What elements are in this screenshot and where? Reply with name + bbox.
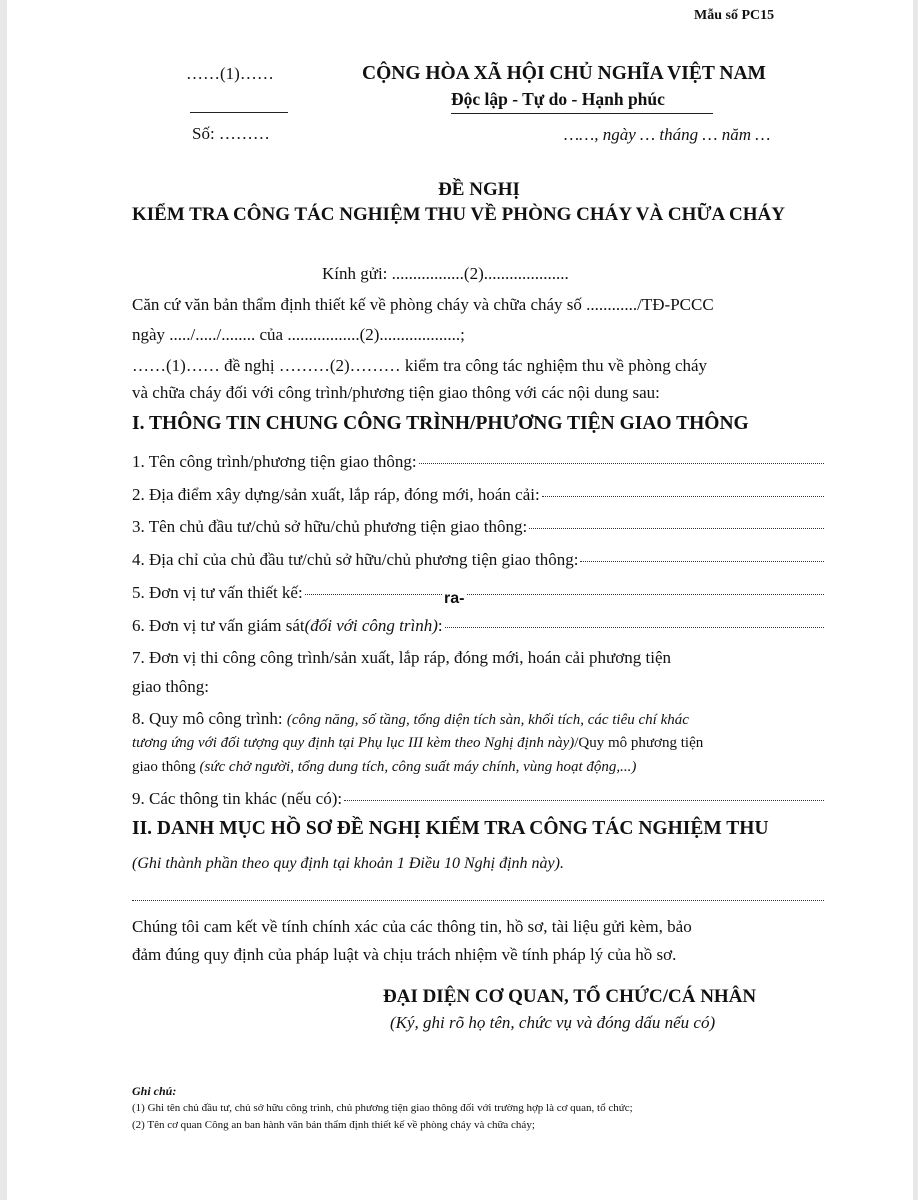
overlay-text: ra- [444, 590, 465, 607]
commitment-line-2: đảm đúng quy định của pháp luật và chịu trách nhiệm về tính pháp lý của hồ sơ. [132, 945, 677, 964]
item-8-line-2 [132, 735, 703, 752]
fill-dots [344, 800, 824, 801]
item-7-line-1: 7. Đơn vị thi công công trình/sản xuất, lắp ráp, đóng mới, hoán cải phương tiện [132, 648, 672, 667]
kinh-gui-line: Kính gửi: .................(2).................... [322, 264, 569, 283]
item-6-line [132, 616, 824, 636]
section-2-fill-dots [132, 900, 824, 901]
signature-note: (Ký, ghi rõ họ tên, chức vụ và đóng dấu nếu có) [390, 1013, 716, 1032]
fill-dots [580, 561, 824, 562]
item-8-line-1 [132, 709, 689, 729]
item-6-note: (đối với công trình) [304, 616, 438, 635]
so-label: Số: ……… [192, 124, 270, 143]
section-2-note: (Ghi thành phần theo quy định tại khoản 1 Điều 10 Nghị định này). [132, 855, 564, 872]
can-cu-line-1: Căn cứ văn bản thẩm định thiết kế về phòng cháy và chữa cháy số ............/TĐ-PCCC [132, 295, 714, 314]
de-nghi-line-2: và chữa cháy đối với công trình/phương tiện giao thông với các nội dung sau: [132, 383, 660, 402]
date-line: ……, ngày … tháng … năm … [564, 125, 771, 144]
item-6-colon: : [437, 616, 443, 635]
motto: Độc lập - Tự do - Hạnh phúc [451, 89, 665, 109]
item-9-line [132, 789, 824, 809]
commitment-line-1: Chúng tôi cam kết về tính chính xác của các thông tin, hồ sơ, tài liệu gửi kèm, bảo [132, 917, 692, 936]
item-5-line [132, 583, 824, 603]
item-4-label: 4. Địa chỉ của chủ đầu tư/chủ sở hữu/chủ phương tiện giao thông: [132, 550, 579, 569]
fill-dots [305, 594, 824, 595]
republic-heading: CỘNG HÒA XÃ HỘI CHỦ NGHĨA VIỆT NAM [362, 63, 766, 84]
item-1-line [132, 452, 824, 472]
title-line-2: KIỂM TRA CÔNG TÁC NGHIỆM THU VỀ PHÒNG CHÁY VÀ CHỮA CHÁY [132, 204, 785, 225]
can-cu-line-2: ngày ...../...../........ của .................(2)...................; [132, 325, 465, 344]
fill-dots [445, 627, 824, 628]
item-4-line [132, 550, 824, 570]
fill-dots [419, 463, 824, 464]
fill-dots [529, 528, 824, 529]
item-2-label: 2. Địa điểm xây dựng/sản xuất, lắp ráp, đóng mới, hoán cải: [132, 485, 540, 504]
note-1: (1) Ghi tên chủ đầu tư, chủ sở hữu công trình, chủ phương tiện giao thông đối với trường hợp là cơ quan, tổ chức; [132, 1102, 633, 1114]
notes-title: Ghi chú: [132, 1084, 177, 1098]
item-8-label: 8. Quy mô công trình: [132, 709, 287, 728]
item-3-label: 3. Tên chủ đầu tư/chủ sở hữu/chủ phương tiện giao thông: [132, 517, 528, 536]
item-3-line [132, 517, 824, 537]
item-8-note: (công năng, số tầng, tổng diện tích sàn, khối tích, các tiêu chí khác [286, 712, 689, 728]
de-nghi-line-1: ……(1)…… đề nghị ………(2)……… kiểm tra công tác nghiệm thu về phòng cháy [132, 356, 708, 375]
org-placeholder: ……(1)…… [186, 64, 274, 83]
note-2: (2) Tên cơ quan Công an ban hành văn bản thẩm định thiết kế về phòng cháy và chữa cháy; [132, 1119, 535, 1131]
section-2-heading: II. DANH MỤC HỒ SƠ ĐỀ NGHỊ KIỂM TRA CÔNG TÁC NGHIỆM THU [132, 818, 769, 839]
form-number: Mẫu số PC15 [694, 8, 775, 23]
item-9-label: 9. Các thông tin khác (nếu có): [132, 789, 343, 808]
title-line-1: ĐỀ NGHỊ [438, 179, 520, 200]
fill-dots [542, 496, 824, 497]
item-8-line-3 [132, 759, 636, 776]
item-8-vehicle-label-2: giao thông [132, 759, 200, 775]
item-7-line-2: giao thông: [132, 677, 209, 696]
item-6-label: 6. Đơn vị tư vấn giám sát [132, 616, 305, 635]
motto-underline [451, 113, 713, 114]
org-underline [190, 112, 288, 113]
item-8-note-2: tương ứng với đối tượng quy định tại Phụ lục III kèm theo Nghị định này) [132, 735, 575, 751]
item-8-vehicle-label: /Quy mô phương tiện [574, 735, 704, 751]
section-1-heading: I. THÔNG TIN CHUNG CÔNG TRÌNH/PHƯƠNG TIỆN GIAO THÔNG [132, 413, 749, 434]
item-8-vehicle-note: (sức chở người, tổng dung tích, công suất máy chính, vùng hoạt động,...) [199, 759, 637, 775]
item-2-line [132, 485, 824, 505]
item-5-label: 5. Đơn vị tư vấn thiết kế: [132, 583, 303, 602]
signature-title: ĐẠI DIỆN CƠ QUAN, TỔ CHỨC/CÁ NHÂN [383, 986, 757, 1007]
item-1-label: 1. Tên công trình/phương tiện giao thông: [132, 452, 417, 471]
